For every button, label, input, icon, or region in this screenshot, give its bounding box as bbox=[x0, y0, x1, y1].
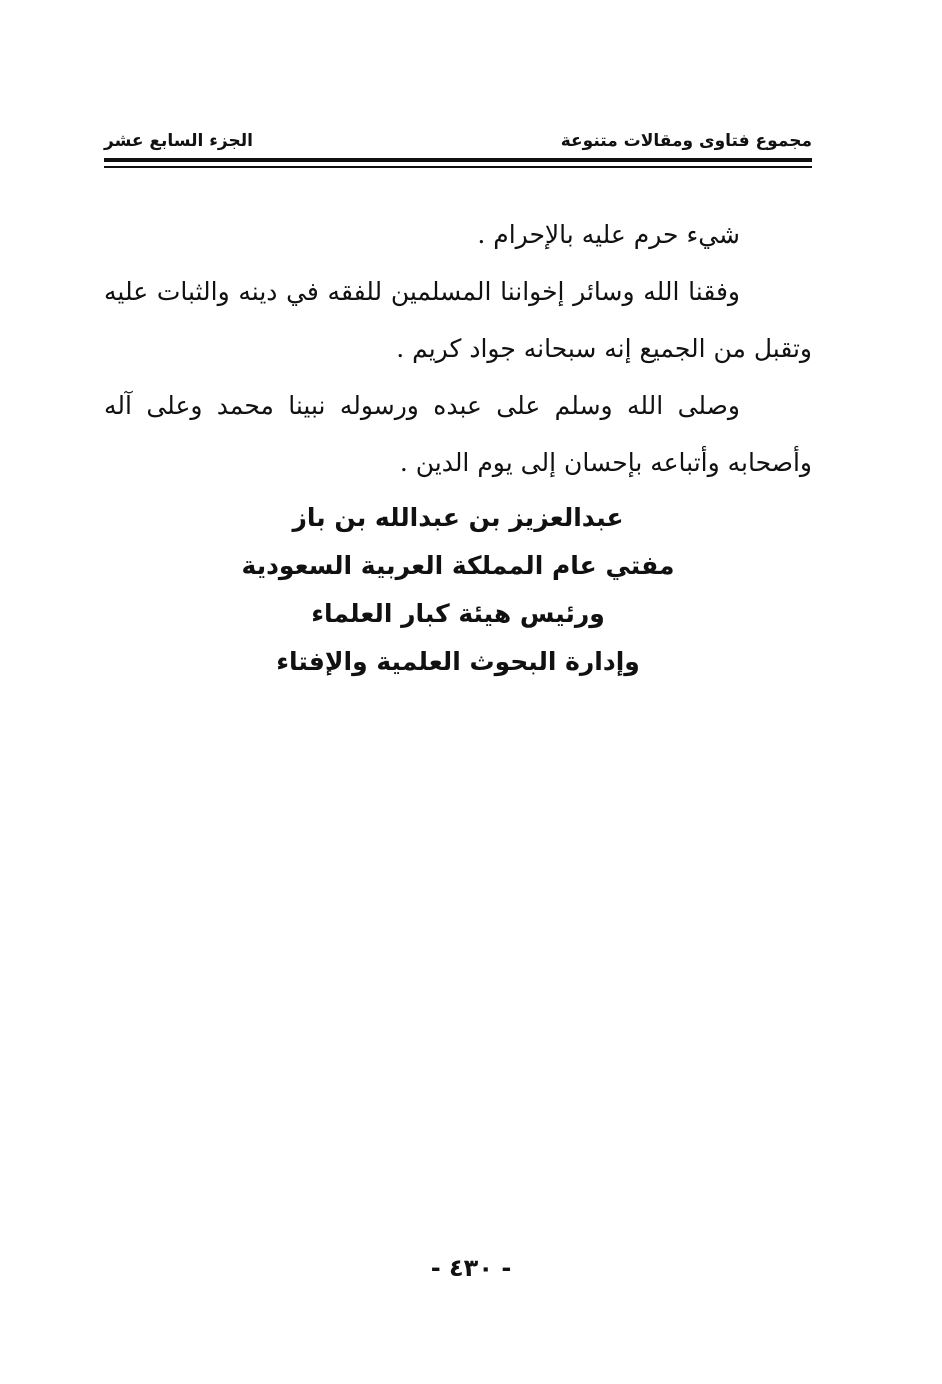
book-title: مجموع فتاوى ومقالات متنوعة bbox=[560, 131, 812, 151]
signatory-name: عبدالعزيز بن عبدالله بن باز bbox=[292, 503, 624, 532]
page-number: - ٤٣٠ - bbox=[430, 1254, 512, 1282]
header-rule-thick bbox=[104, 158, 812, 162]
paragraph-3: وصلى الله وسلم على عبده ورسوله نبينا محمد وعلى آله وأصحابه وأتباعه بإحسان إلى يوم الدين . bbox=[104, 391, 812, 477]
header-rule-thin bbox=[104, 166, 812, 168]
body-text bbox=[104, 206, 812, 491]
signatory-title-3: وإدارة البحوث العلمية والإفتاء bbox=[276, 647, 640, 676]
paragraph-1: شيء حرم عليه بالإحرام . bbox=[477, 220, 740, 249]
paragraph-2: وفقنا الله وسائر إخواننا المسلمين للفقه في دينه والثبات عليه وتقبل من الجميع إنه سبحانه جواد كريم . bbox=[104, 277, 812, 363]
volume-label: الجزء السابع عشر bbox=[104, 131, 253, 151]
signatory-title-1: مفتي عام المملكة العربية السعودية bbox=[241, 551, 675, 580]
running-header bbox=[104, 128, 812, 154]
signature-block bbox=[104, 494, 812, 686]
signatory-title-2: ورئيس هيئة كبار العلماء bbox=[311, 599, 605, 628]
